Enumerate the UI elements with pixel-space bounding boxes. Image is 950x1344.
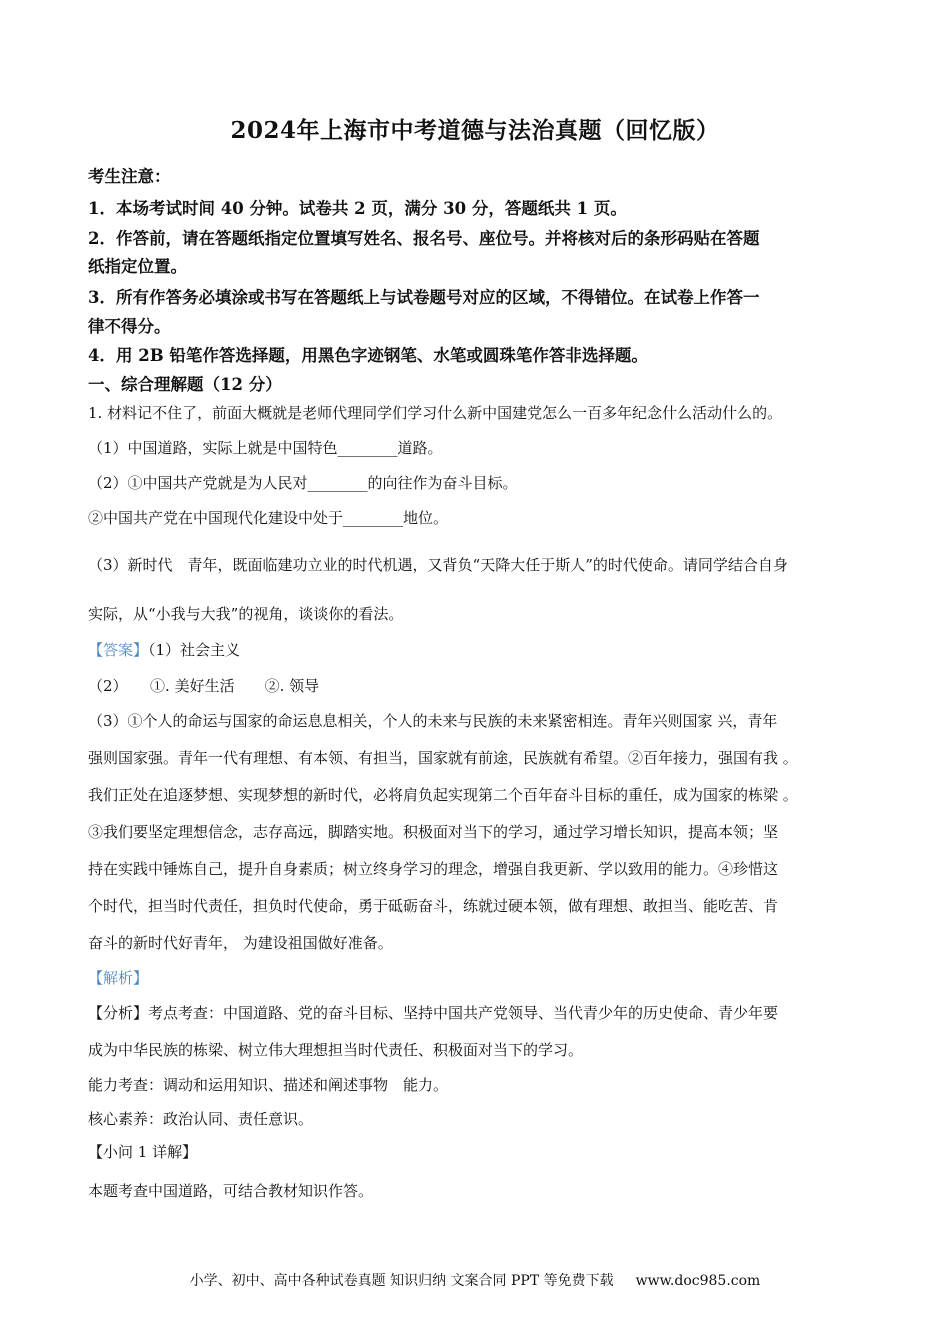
footer-link[interactable]: www.doc985.com [635,1273,761,1289]
answer-3-line: 强则国家强。青年一代有理想、有本领、有担当，国家就有前途，民族就有希望。②百年接力，强国有我 。 [88,749,798,767]
notice-heading: 考生注意： [88,167,171,186]
notice-item: 3．所有作答务必填涂或书写在答题纸上与试卷题号对应的区域，不得错位。在试卷上作答一 [88,288,760,307]
answer-3-line: 持在实践中锤炼自己，提升自身素质；树立终身学习的理念，增强自我更新、学以致用的能力。④珍惜这 [88,860,779,878]
page-footer [0,1270,950,1290]
question-part-3: （3）新时代 青年，既面临建功立业的时代机遇，又背负“天降大任于斯人”的时代使命。请同学结合自身 [88,556,788,574]
question-stem: 1. 材料记不住了，前面大概就是老师代理同学们学习什么新中国建党怎么一百多年纪念什么活动什么的。 [88,404,783,422]
analysis-line: 能力考查：调动和运用知识、描述和阐述事物 能力。 [88,1076,449,1094]
answer-line-1 [88,639,864,660]
answer-3-line: 我们正处在追逐梦想、实现梦想的新时代，必将肩负起实现第二个百年奋斗目标的重任，成为国家的栋梁 。 [88,786,798,804]
answer-3-line: 奋斗的新时代好青年， 为建设祖国做好准备。 [88,934,393,952]
analysis-line: 【小问 1 详解】 [88,1143,198,1161]
notice-item: 纸指定位置。 [88,257,187,276]
section-heading: 一、综合理解题（12 分） [88,375,282,394]
notice-item: 1．本场考试时间 40 分钟。试卷共 2 页，满分 30 分，答题纸共 1 页。 [88,199,627,218]
analysis-line: 核心素养：政治认同、责任意识。 [88,1110,314,1128]
notice-item: 2．作答前，请在答题纸指定位置填写姓名、报名号、座位号。并将核对后的条形码贴在答题 [88,229,760,248]
notice-item: 4．用 2B 铅笔作答选择题，用黑色字迹钢笔、水笔或圆珠笔作答非选择题。 [88,346,648,365]
question-part-2a: （2）①中国共产党就是为人民对________的向往作为奋斗目标。 [88,474,518,492]
page-title: 2024年上海市中考道德与法治真题（回忆版） [230,117,720,144]
analysis-line: 【分析】考点考查：中国道路、党的奋斗目标、坚持中国共产党领导、当代青少年的历史使命、青少年要 [88,1004,779,1022]
answer-1: （1）社会主义 [148,641,241,659]
footer-text: 小学、初中、高中各种试卷真题 知识归纳 文案合同 PPT 等免费下载 [189,1273,614,1289]
question-part-1: （1）中国道路，实际上就是中国特色________道路。 [88,439,443,457]
answer-3-line: 个时代，担当时代责任，担负时代使命，勇于砥砺奋斗，练就过硬本领，做有理想、敢担当、能吃苦、肯 [88,897,779,915]
answer-2: （2） ①. 美好生活 ②. 领导 [88,677,320,695]
question-part-3-cont: 实际，从“小我与大我”的视角，谈谈你的看法。 [88,605,404,623]
analysis-line: 本题考查中国道路，可结合教材知识作答。 [88,1182,374,1200]
notice-item: 律不得分。 [88,317,171,336]
question-part-2b: ②中国共产党在中国现代化建设中处于________地位。 [88,509,449,527]
analysis-tag: 【解析】 [88,969,149,987]
answer-3-line: （3）①个人的命运与国家的命运息息相关，个人的未来与民族的未来紧密相连。青年兴则国家 兴，青年 [88,712,778,730]
answer-3-line: ③我们要坚定理想信念，志存高远，脚踏实地。积极面对当下的学习，通过学习增长知识，提高本领；坚 [88,823,779,841]
answer-tag: 【答案】 [88,641,149,659]
analysis-line: 成为中华民族的栋梁、树立伟大理想担当时代责任、积极面对当下的学习。 [88,1041,584,1059]
